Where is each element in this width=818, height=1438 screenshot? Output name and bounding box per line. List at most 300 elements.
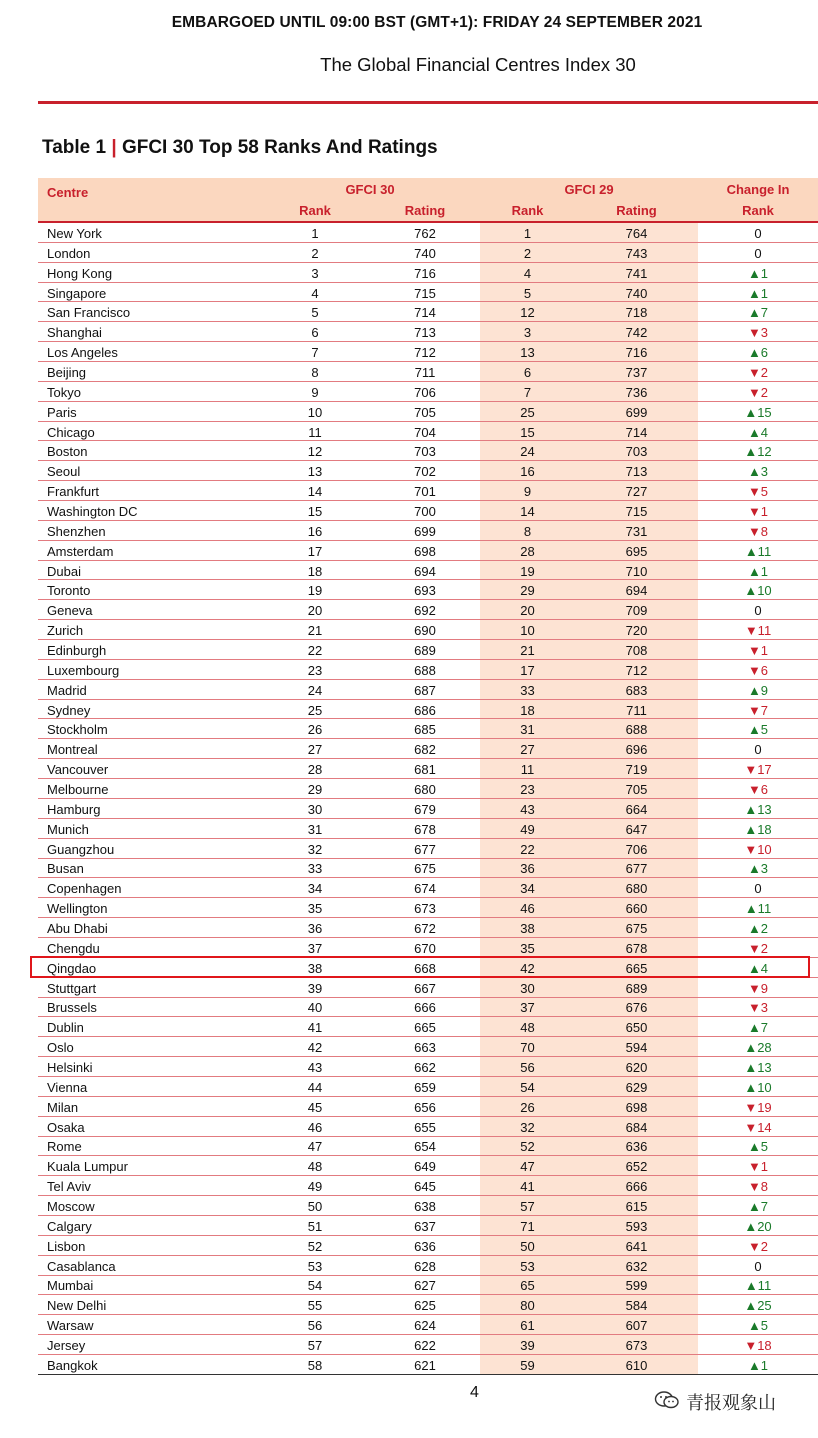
gfci30-rating-cell: 627: [414, 1278, 436, 1294]
header-change-rank: Rank: [742, 203, 774, 218]
gfci29-rank-cell: 28: [480, 541, 575, 560]
gfci29-rating-cell: 694: [575, 580, 698, 599]
gfci29-rank-cell: 57: [480, 1196, 575, 1215]
centre-cell: Los Angeles: [47, 345, 118, 361]
gfci30-rating-cell: 762: [414, 225, 436, 241]
gfci30-rank-cell: 57: [307, 1338, 323, 1354]
gfci30-rating-cell: 688: [414, 662, 436, 678]
gfci29-rank-cell: 34: [480, 878, 575, 897]
gfci29-rating-cell: 610: [575, 1355, 698, 1374]
change-rank-cell: ▲1: [747, 285, 769, 301]
gfci30-rank-cell: 1: [311, 225, 319, 241]
change-rank-cell: 0: [754, 603, 762, 619]
gfci29-rating-cell: 713: [575, 461, 698, 480]
gfci30-rating-cell: 636: [414, 1238, 436, 1254]
centre-cell: Singapore: [47, 285, 107, 301]
gfci29-rating-cell: 650: [575, 1017, 698, 1036]
gfci29-rank-cell: 2: [480, 243, 575, 262]
centre-cell: Madrid: [47, 682, 87, 698]
table-row: [38, 620, 818, 640]
table-row: [38, 441, 818, 461]
centre-cell: Qingdao: [47, 960, 97, 976]
change-rank-cell: ▲4: [747, 960, 769, 976]
gfci29-rating-cell: 678: [575, 938, 698, 957]
gfci30-rank-cell: 19: [307, 583, 323, 599]
gfci30-rating-cell: 699: [414, 523, 436, 539]
gfci29-rating-cell: 584: [575, 1295, 698, 1314]
change-rank-cell: ▼1: [747, 642, 769, 658]
centre-cell: Geneva: [47, 603, 93, 619]
change-rank-cell: ▼8: [747, 523, 769, 539]
gfci29-rank-cell: 14: [480, 501, 575, 520]
gfci29-rating-cell: 718: [575, 302, 698, 321]
table-row: [38, 938, 818, 958]
gfci30-rank-cell: 37: [307, 940, 323, 956]
centre-cell: Beijing: [47, 364, 87, 380]
centre-cell: Helsinki: [47, 1060, 93, 1076]
centre-cell: Osaka: [47, 1119, 85, 1135]
gfci30-rank-cell: 22: [307, 642, 323, 658]
gfci29-rank-cell: 65: [480, 1276, 575, 1295]
change-rank-cell: ▲6: [747, 345, 769, 361]
gfci29-rating-cell: 652: [575, 1156, 698, 1175]
gfci29-rating-cell: 708: [575, 640, 698, 659]
gfci30-rank-cell: 46: [307, 1119, 323, 1135]
header-gfci30-rating: Rating: [404, 203, 446, 218]
change-rank-cell: ▲1: [747, 563, 769, 579]
gfci30-rank-cell: 55: [307, 1298, 323, 1314]
centre-cell: Abu Dhabi: [47, 921, 108, 936]
gfci30-rating-cell: 649: [414, 1159, 436, 1175]
centre-cell: Munich: [47, 821, 89, 837]
gfci29-rating-cell: 599: [575, 1276, 698, 1295]
change-rank-cell: ▲13: [744, 1060, 772, 1076]
table-row: [38, 1236, 818, 1256]
gfci30-rank-cell: 4: [311, 285, 319, 301]
table-row: [38, 422, 818, 442]
centre-cell: Warsaw: [47, 1318, 94, 1334]
gfci30-rank-cell: 9: [311, 384, 319, 400]
gfci29-rank-cell: 6: [480, 362, 575, 381]
gfci29-rating-cell: 743: [575, 243, 698, 262]
gfci29-rating-cell: 698: [575, 1097, 698, 1116]
gfci30-rating-cell: 622: [414, 1338, 436, 1354]
page-number: 4: [470, 1384, 479, 1401]
table-row: [38, 1256, 818, 1276]
table-row: [38, 918, 818, 938]
gfci30-rating-cell: 624: [414, 1318, 436, 1334]
gfci29-rank-cell: 4: [480, 263, 575, 282]
centre-cell: Sydney: [47, 702, 91, 718]
gfci29-rank-cell: 21: [480, 640, 575, 659]
table-row: [38, 362, 818, 382]
gfci30-rank-cell: 35: [307, 901, 323, 917]
gfci30-rank-cell: 17: [307, 543, 323, 559]
gfci29-rank-cell: 25: [480, 402, 575, 421]
gfci29-rank-cell: 3: [480, 322, 575, 341]
table-row: [38, 1276, 818, 1296]
gfci29-rank-cell: 43: [480, 799, 575, 818]
change-rank-cell: ▲7: [747, 1020, 769, 1036]
table-row: [38, 541, 818, 561]
header-gfci29-rank: Rank: [511, 203, 544, 218]
gfci29-rank-cell: 59: [480, 1355, 575, 1374]
gfci30-rating-cell: 700: [414, 503, 436, 519]
change-rank-cell: ▲13: [744, 801, 772, 817]
gfci29-rating-cell: 710: [575, 561, 698, 580]
gfci29-rating-cell: 741: [575, 263, 698, 282]
change-rank-cell: ▼3: [747, 1000, 769, 1016]
ranking-table: [38, 178, 818, 1375]
gfci29-rank-cell: 61: [480, 1315, 575, 1334]
gfci29-rank-cell: 50: [480, 1236, 575, 1255]
change-rank-cell: ▲9: [747, 682, 769, 698]
gfci30-rating-cell: 625: [414, 1298, 436, 1314]
gfci30-rating-cell: 678: [414, 821, 436, 837]
table-row: [38, 1057, 818, 1077]
table-row: [38, 1117, 818, 1137]
gfci30-rank-cell: 11: [308, 424, 322, 440]
gfci29-rank-cell: 48: [480, 1017, 575, 1036]
change-rank-cell: 0: [754, 1258, 762, 1274]
gfci29-rank-cell: 46: [480, 898, 575, 917]
centre-cell: Seoul: [47, 464, 81, 480]
centre-cell: Busan: [47, 861, 84, 877]
centre-cell: Oslo: [47, 1040, 74, 1056]
gfci30-rating-cell: 713: [414, 325, 436, 341]
gfci30-rank-cell: 23: [307, 662, 323, 678]
table-row: [38, 660, 818, 680]
table-title: [42, 137, 438, 159]
header-centre: Centre: [47, 185, 89, 200]
gfci29-rating-cell: 593: [575, 1216, 698, 1235]
centre-cell: Jersey: [47, 1338, 86, 1354]
change-rank-cell: ▼8: [747, 1179, 769, 1195]
gfci30-rating-cell: 621: [414, 1357, 436, 1373]
table-row: [38, 700, 818, 720]
gfci29-rank-cell: 49: [480, 819, 575, 838]
centre-cell: Boston: [47, 444, 88, 460]
table-body: [38, 223, 818, 1375]
gfci30-rating-cell: 682: [414, 742, 436, 758]
gfci29-rank-cell: 53: [480, 1256, 575, 1275]
centre-cell: Melbourne: [47, 781, 109, 797]
table-heading: GFCI 30 Top 58 Ranks And Ratings: [121, 137, 438, 158]
gfci29-rating-cell: 594: [575, 1037, 698, 1056]
gfci30-rating-cell: 701: [414, 484, 436, 500]
gfci29-rank-cell: 36: [480, 859, 575, 878]
centre-cell: Toronto: [47, 583, 91, 599]
table-row: [38, 859, 818, 879]
gfci29-rank-cell: 15: [480, 422, 575, 441]
table-row: [38, 779, 818, 799]
gfci29-rating-cell: 727: [575, 481, 698, 500]
change-rank-cell: ▲28: [744, 1040, 772, 1056]
gfci29-rating-cell: 665: [575, 958, 698, 977]
table-row: [38, 998, 818, 1018]
change-rank-cell: ▲5: [747, 722, 769, 738]
gfci30-rating-cell: 674: [414, 881, 436, 897]
gfci29-rating-cell: 705: [575, 779, 698, 798]
gfci30-rating-cell: 645: [414, 1179, 436, 1195]
gfci29-rank-cell: 39: [480, 1335, 575, 1354]
gfci30-rank-cell: 42: [307, 1040, 323, 1056]
centre-cell: Amsterdam: [47, 543, 114, 559]
gfci30-rank-cell: 40: [307, 1000, 323, 1016]
gfci29-rating-cell: 709: [575, 600, 698, 619]
gfci29-rating-cell: 699: [575, 402, 698, 421]
gfci30-rating-cell: 668: [414, 960, 436, 976]
change-rank-cell: ▲11: [744, 543, 772, 559]
centre-cell: New York: [47, 225, 102, 241]
gfci29-rating-cell: 711: [575, 700, 698, 719]
change-rank-cell: ▼6: [747, 662, 769, 678]
table-row: [38, 1176, 818, 1196]
gfci30-rating-cell: 698: [414, 543, 436, 559]
title-separator: |: [111, 137, 117, 158]
gfci29-rank-cell: 13: [480, 342, 575, 361]
gfci30-rating-cell: 704: [414, 424, 436, 440]
gfci29-rating-cell: 689: [575, 978, 698, 997]
gfci29-rating-cell: 641: [575, 1236, 698, 1255]
table-row: [38, 1017, 818, 1037]
change-rank-cell: ▼19: [744, 1099, 772, 1115]
embargo-notice: EMBARGOED UNTIL 09:00 BST (GMT+1): FRIDAY 24 SEPTEMBER 2021: [171, 14, 703, 31]
change-rank-cell: ▲5: [747, 1139, 769, 1155]
table-row: [38, 1156, 818, 1176]
gfci29-rating-cell: 683: [575, 680, 698, 699]
gfci29-rank-cell: 38: [480, 918, 575, 937]
centre-cell: Shanghai: [47, 325, 102, 341]
table-row: [38, 600, 818, 620]
gfci30-rating-cell: 686: [414, 702, 436, 718]
gfci29-rating-cell: 714: [575, 422, 698, 441]
gfci29-rank-cell: 18: [480, 700, 575, 719]
gfci29-rank-cell: 47: [480, 1156, 575, 1175]
centre-cell: Rome: [47, 1139, 82, 1155]
gfci30-rank-cell: 14: [307, 484, 323, 500]
centre-cell: Tokyo: [47, 384, 81, 400]
change-rank-cell: ▼14: [744, 1119, 772, 1135]
change-rank-cell: ▼11: [744, 623, 772, 639]
table-row: [38, 1315, 818, 1335]
gfci30-rating-cell: 703: [414, 444, 436, 460]
header-gfci29: GFCI 29: [564, 181, 614, 197]
watermark-text: 青报观象山: [686, 1393, 776, 1413]
gfci30-rank-cell: 2: [311, 245, 319, 261]
table-label: Table 1: [42, 137, 107, 158]
gfci29-rank-cell: 23: [480, 779, 575, 798]
gfci30-rating-cell: 705: [414, 404, 436, 420]
table-row: [38, 402, 818, 422]
change-rank-cell: ▲10: [744, 1079, 772, 1095]
centre-cell: San Francisco: [47, 305, 131, 321]
gfci30-rating-cell: 711: [414, 364, 436, 380]
gfci29-rank-cell: 10: [480, 620, 575, 639]
centre-cell: Frankfurt: [47, 484, 100, 500]
document-title: The Global Financial Centres Index 30: [320, 54, 636, 75]
table-row: [38, 302, 818, 322]
gfci29-rank-cell: 5: [480, 283, 575, 302]
change-rank-cell: ▲7: [747, 305, 769, 321]
table-row: [38, 501, 818, 521]
gfci30-rating-cell: 716: [414, 265, 436, 281]
centre-cell: Edinburgh: [47, 642, 107, 658]
gfci29-rating-cell: 620: [575, 1057, 698, 1076]
gfci29-rank-cell: 56: [480, 1057, 575, 1076]
centre-cell: Washington DC: [47, 503, 138, 519]
gfci29-rank-cell: 29: [480, 580, 575, 599]
gfci30-rank-cell: 33: [307, 861, 323, 877]
gfci29-rank-cell: 42: [480, 958, 575, 977]
watermark: [654, 1389, 776, 1415]
centre-cell: Brussels: [47, 1000, 97, 1016]
table-row: [38, 878, 818, 898]
change-rank-cell: ▼7: [747, 702, 769, 718]
gfci29-rating-cell: 712: [575, 660, 698, 679]
table-row: [38, 1137, 818, 1157]
gfci30-rating-cell: 685: [414, 722, 436, 738]
table-row: [38, 1295, 818, 1315]
centre-cell: Montreal: [47, 742, 98, 758]
gfci29-rank-cell: 37: [480, 998, 575, 1017]
change-rank-cell: ▼10: [744, 841, 772, 857]
change-rank-cell: ▼1: [747, 503, 769, 519]
header-change-in: Change In: [726, 181, 790, 197]
change-rank-cell: ▲2: [747, 921, 769, 936]
gfci30-rating-cell: 628: [414, 1258, 436, 1274]
table-row: [38, 819, 818, 839]
gfci30-rating-cell: 673: [414, 901, 436, 917]
gfci30-rank-cell: 58: [307, 1357, 323, 1373]
gfci29-rating-cell: 742: [575, 322, 698, 341]
change-rank-cell: 0: [754, 742, 762, 758]
gfci30-rating-cell: 681: [414, 762, 436, 778]
gfci29-rating-cell: 736: [575, 382, 698, 401]
gfci30-rating-cell: 714: [414, 305, 436, 321]
gfci29-rank-cell: 20: [480, 600, 575, 619]
centre-cell: Lisbon: [47, 1238, 86, 1254]
table-row: [38, 382, 818, 402]
change-rank-cell: ▼2: [747, 384, 769, 400]
change-rank-cell: ▲25: [744, 1298, 772, 1314]
gfci30-rating-cell: 637: [414, 1218, 436, 1234]
change-rank-cell: ▲1: [747, 265, 769, 281]
gfci30-rating-cell: 659: [414, 1079, 436, 1095]
gfci29-rating-cell: 695: [575, 541, 698, 560]
gfci29-rating-cell: 706: [575, 839, 698, 858]
table-row: [38, 1216, 818, 1236]
change-rank-cell: ▼3: [747, 325, 769, 341]
gfci29-rating-cell: 680: [575, 878, 698, 897]
centre-cell: Zurich: [47, 623, 84, 639]
gfci30-rating-cell: 689: [414, 642, 436, 658]
gfci30-rating-cell: 655: [414, 1119, 436, 1135]
gfci30-rank-cell: 25: [307, 702, 323, 718]
gfci29-rating-cell: 636: [575, 1137, 698, 1156]
centre-cell: Tel Aviv: [47, 1179, 91, 1195]
change-rank-cell: ▼18: [744, 1338, 772, 1354]
gfci29-rank-cell: 35: [480, 938, 575, 957]
gfci30-rating-cell: 654: [414, 1139, 436, 1155]
table-row: [38, 978, 818, 998]
change-rank-cell: ▲4: [747, 424, 769, 440]
table-header-row-2: [38, 200, 818, 223]
gfci30-rank-cell: 8: [311, 364, 319, 380]
change-rank-cell: ▲12: [744, 444, 772, 460]
centre-cell: Wellington: [47, 901, 108, 917]
gfci30-rank-cell: 53: [307, 1258, 323, 1274]
change-rank-cell: ▼2: [747, 1238, 769, 1254]
gfci29-rank-cell: 32: [480, 1117, 575, 1136]
table-row: [38, 958, 818, 978]
gfci29-rank-cell: 19: [480, 561, 575, 580]
gfci30-rating-cell: 638: [414, 1199, 436, 1215]
gfci30-rank-cell: 43: [307, 1060, 323, 1076]
gfci30-rank-cell: 38: [307, 960, 323, 976]
table-row: [38, 461, 818, 481]
table-row: [38, 719, 818, 739]
gfci29-rating-cell: 607: [575, 1315, 698, 1334]
table-row: [38, 1196, 818, 1216]
change-rank-cell: ▼1: [747, 1159, 769, 1175]
gfci29-rank-cell: 33: [480, 680, 575, 699]
change-rank-cell: ▲10: [744, 583, 772, 599]
table-row: [38, 1097, 818, 1117]
gfci29-rating-cell: 703: [575, 441, 698, 460]
centre-cell: Milan: [47, 1099, 79, 1115]
gfci30-rating-cell: 665: [414, 1020, 436, 1036]
table-row: [38, 283, 818, 303]
gfci30-rank-cell: 7: [311, 345, 319, 361]
table-row: [38, 1355, 818, 1375]
gfci30-rank-cell: 39: [307, 980, 323, 996]
centre-cell: Calgary: [47, 1218, 92, 1234]
centre-cell: Guangzhou: [47, 841, 115, 857]
gfci30-rank-cell: 20: [307, 603, 323, 619]
gfci29-rating-cell: 675: [575, 918, 698, 937]
gfci30-rating-cell: 687: [414, 682, 436, 698]
change-rank-cell: ▼6: [747, 781, 769, 797]
centre-cell: Chengdu: [47, 940, 100, 956]
gfci29-rank-cell: 17: [480, 660, 575, 679]
change-rank-cell: ▲11: [744, 901, 772, 917]
change-rank-cell: ▼17: [744, 762, 772, 778]
gfci29-rating-cell: 629: [575, 1077, 698, 1096]
gfci29-rank-cell: 31: [480, 719, 575, 738]
change-rank-cell: ▲7: [747, 1199, 769, 1215]
change-rank-cell: ▲5: [747, 1318, 769, 1334]
change-rank-cell: ▼9: [747, 980, 769, 996]
gfci30-rank-cell: 41: [307, 1020, 323, 1036]
wechat-icon: [654, 1390, 680, 1415]
gfci30-rating-cell: 667: [414, 980, 436, 996]
table-row: [38, 640, 818, 660]
gfci30-rating-cell: 740: [414, 245, 436, 261]
centre-cell: Stockholm: [47, 722, 108, 738]
gfci30-rank-cell: 16: [307, 523, 323, 539]
gfci30-rating-cell: 662: [414, 1060, 436, 1076]
centre-cell: New Delhi: [47, 1298, 107, 1314]
change-rank-cell: ▼2: [747, 940, 769, 956]
header-spacer: [38, 200, 260, 221]
change-rank-cell: ▲11: [744, 1278, 772, 1294]
table-row: [38, 898, 818, 918]
gfci29-rank-cell: 9: [480, 481, 575, 500]
change-rank-cell: ▲1: [747, 1357, 769, 1373]
gfci30-rank-cell: 31: [307, 821, 323, 837]
gfci30-rating-cell: 675: [414, 861, 436, 877]
